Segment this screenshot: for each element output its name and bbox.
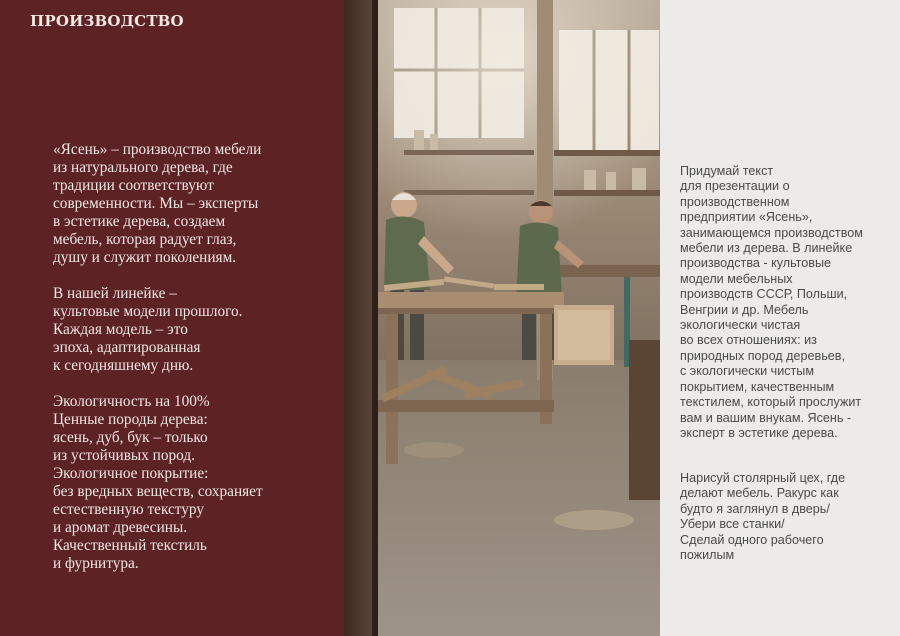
text-line: и аромат древесины. bbox=[53, 519, 188, 536]
note-line: Убери все станки/ bbox=[680, 517, 785, 532]
note-line: природных пород деревьев, bbox=[680, 348, 845, 363]
note-line: для презентации о bbox=[680, 179, 790, 194]
slide-panel bbox=[0, 0, 344, 636]
text-line: В нашей линейке – bbox=[53, 285, 177, 302]
text-line: современности. Мы – эксперты bbox=[53, 195, 259, 212]
intro-paragraph bbox=[53, 141, 339, 267]
note-prompt-image bbox=[680, 471, 845, 563]
text-line: в эстетике дерева, создаем bbox=[53, 213, 226, 230]
text-line: естественную текстуру bbox=[53, 501, 205, 518]
note-line: текстилем, который прослужит bbox=[680, 395, 862, 410]
text-line: мебель, которая радует глаз, bbox=[53, 231, 237, 248]
note-line: с экологически чистым bbox=[680, 364, 814, 379]
note-line: будто я заглянул в дверь/ bbox=[680, 501, 830, 516]
note-line: покрытием, качественным bbox=[680, 379, 835, 394]
text-line: и фурнитура. bbox=[53, 555, 139, 572]
text-line: ясень, дуб, бук – только bbox=[53, 429, 208, 446]
note-line: производственном bbox=[680, 194, 790, 209]
note-line: Нарисуй столярный цех, где bbox=[680, 471, 846, 485]
note-line: производства - культовые bbox=[680, 256, 832, 271]
text-line: Каждая модель – это bbox=[53, 321, 188, 338]
note-line: мебели из дерева. В линейке bbox=[680, 241, 853, 256]
text-line: Экологичное покрытие: bbox=[53, 465, 209, 482]
text-line: Ценные породы дерева: bbox=[53, 411, 208, 428]
note-line: производств СССР, Польши, bbox=[680, 287, 848, 302]
text-line: без вредных веществ, сохраняет bbox=[53, 483, 263, 500]
note-line: экологически чистая bbox=[680, 318, 801, 333]
note-line: вам и вашим внукам. Ясень - bbox=[680, 410, 852, 425]
text-line: душу и служит поколениям. bbox=[53, 249, 237, 266]
text-line: эпоха, адаптированная bbox=[53, 339, 201, 356]
note-line: модели мебельных bbox=[680, 271, 793, 286]
text-line: к сегодняшнему дню. bbox=[53, 357, 194, 374]
text-line: культовые модели прошлого. bbox=[53, 303, 243, 320]
ecology-paragraph bbox=[53, 393, 339, 573]
note-prompt-text bbox=[680, 164, 863, 441]
note-line: во всех отношениях: из bbox=[680, 333, 817, 348]
note-line: предприятии «Ясень», bbox=[680, 210, 813, 225]
lineup-paragraph bbox=[53, 285, 339, 375]
text-line: Экологичность на 100% bbox=[53, 393, 210, 410]
note-line: эксперт в эстетике дерева. bbox=[680, 425, 838, 440]
text-line: из устойчивых пород. bbox=[53, 447, 195, 464]
note-line: Придумай текст bbox=[680, 164, 774, 178]
note-line: Сделай одного рабочего bbox=[680, 532, 824, 547]
note-line: Венгрии и др. Мебель bbox=[680, 302, 809, 317]
text-line: традиции соответствуют bbox=[53, 177, 214, 194]
text-line: из натурального дерева, где bbox=[53, 159, 233, 176]
slide-title: ПРОИЗВОДСТВО bbox=[30, 12, 184, 30]
text-line: «Ясень» – производство мебели bbox=[53, 141, 262, 158]
workshop-photo bbox=[344, 0, 660, 636]
note-line: делают мебель. Ракурс как bbox=[680, 486, 839, 501]
note-line: пожилым bbox=[680, 548, 735, 563]
text-line: Качественный текстиль bbox=[53, 537, 207, 554]
note-line: занимающемся производством bbox=[680, 225, 863, 240]
